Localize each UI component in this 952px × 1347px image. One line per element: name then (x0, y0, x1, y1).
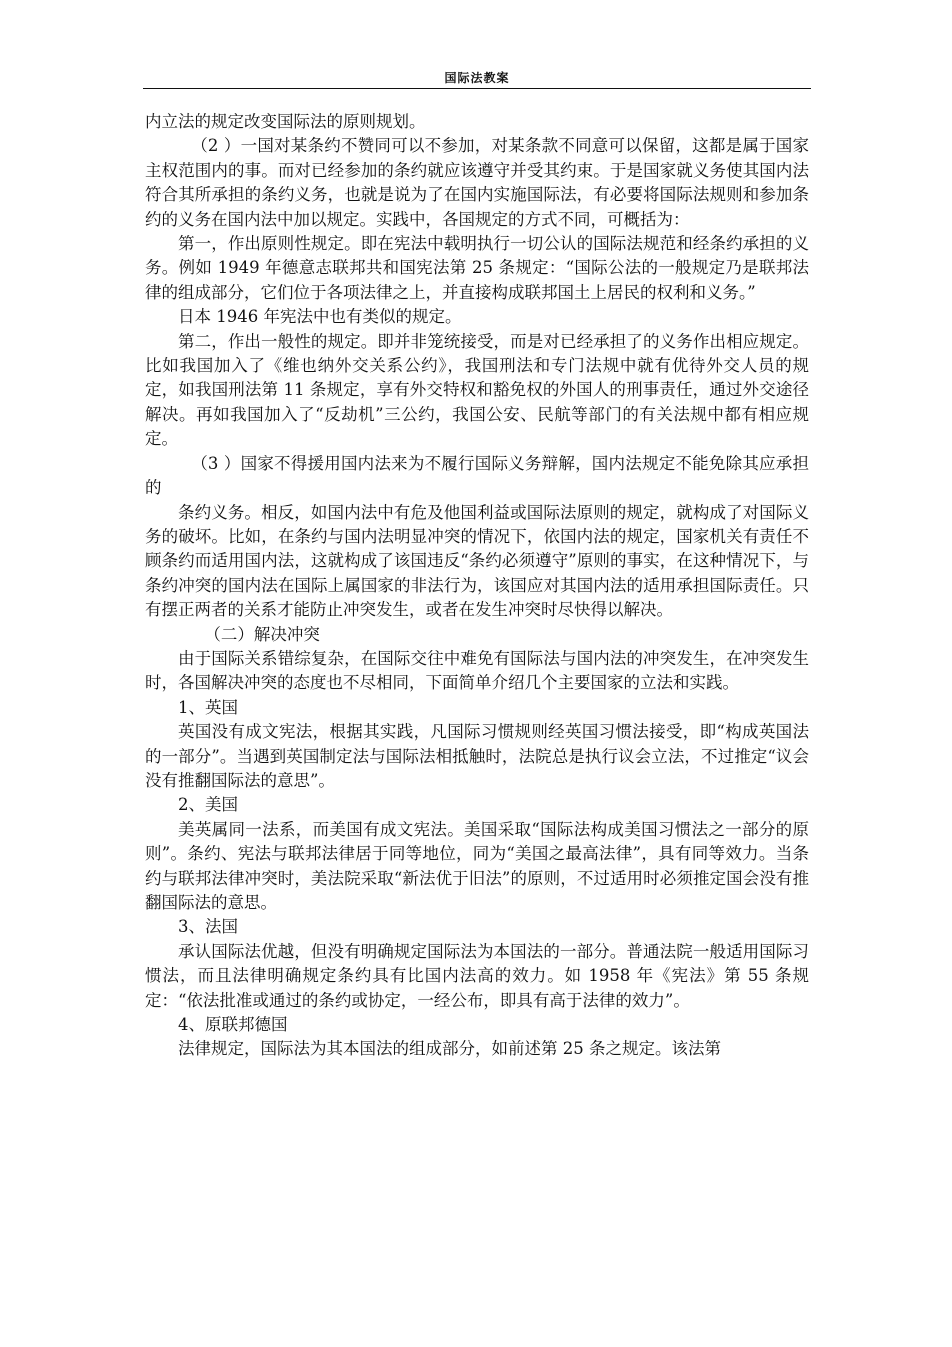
paragraph: 条约义务。相反，如国内法中有危及他国利益或国际法原则的规定，就构成了对国际义务的破坏。比如，在条约与国内法明显冲突的情况下，依国内法的规定，国家机关有责任不顾条约而适用国内法，这就构成了该国违反“条约必须遵守”原则的事实，在这种情况下，与条约冲突的国内法在国际上属国家的非法行为，该国应对其国内法的适用承担国际责任。只有摆正两者的关系才能防止冲突发生，或者在发生冲突时尽快得以解决。 (145, 502, 809, 620)
page-header-title: 国际法教案 (444, 71, 510, 85)
paragraph: 内立法的规定改变国际法的原则规划。 (145, 112, 426, 131)
subsection-heading: 2、美国 (178, 795, 238, 815)
section-heading: （二）解决冲突 (204, 624, 320, 644)
paragraph: （2 ）一国对某条约不赞同可以不参加，对某条款不同意可以保留，这都是属于国家主权范围内的事。而对已经参加的条约就应该遵守并受其约束。于是国家就义务使其国内法符合其所承担的条约义务，也就是说为了在国内实施国际法，有必要将国际法规则和参加条约的义务在国内法中加以规定。实践中，各国规定的方式不同，可概括为： (145, 136, 809, 229)
document-body (145, 110, 809, 1062)
paragraph: 第一，作出原则性规定。即在宪法中载明执行一切公认的国际法规范和经条约承担的义务。例如 1949 年德意志联邦共和国宪法第 25 条规定：“国际公法的一般规定乃是联邦法律的组成部分，它们位于各项法律之上，并直接构成联邦国土上居民的权利和义务。” (145, 234, 809, 302)
subsection-heading: 1、英国 (178, 697, 238, 717)
paragraph: 承认国际法优越，但没有明确规定国际法为本国法的一部分。普通法院一般适用国际习惯法，而且法律明确规定条约具有比国内法高的效力。如 1958 年《宪法》第 55 条规定：“依法批准或通过的条约或协定，一经公布，即具有高于法律的效力”。 (145, 941, 809, 1010)
subsection-heading: 4、原联邦德国 (178, 1015, 288, 1035)
paragraph: 由于国际关系错综复杂，在国际交往中难免有国际法与国内法的冲突发生，在冲突发生时，各国解决冲突的态度也不尽相同，下面简单介绍几个主要国家的立法和实践。 (145, 648, 809, 693)
paragraph: 第二，作出一般性的规定。即并非笼统接受，而是对已经承担了的义务作出相应规定。比如我国加入了《维也纳外交关系公约》，我国刑法和专门法规中就有优待外交人员的规定，如我国刑法第 11 条规定，享有外交特权和豁免权的外国人的刑事责任，通过外交途径解决。再如我国加入了“反劫机”三公约，我国公安、民航等部门的有关法规中都有相应规定。 (145, 331, 809, 449)
paragraph: 法律规定，国际法为其本国法的组成部分，如前述第 25 条之规定。该法第 (178, 1039, 721, 1059)
paragraph: （3 ）国家不得援用国内法来为不履行国际义务辩解，国内法规定不能免除其应承担的 (145, 453, 809, 498)
paragraph: 英国没有成文宪法，根据其实践，凡国际习惯规则经英国习惯法接受，即“构成英国法的一部分”。当遇到英国制定法与国际法相抵触时，法院总是执行议会立法，不过推定“议会没有推翻国际法的意思”。 (145, 722, 809, 790)
paragraph: 日本 1946 年宪法中也有类似的规定。 (178, 307, 462, 327)
subsection-heading: 3、法国 (178, 917, 238, 937)
header-divider (143, 88, 811, 89)
paragraph: 美英属同一法系，而美国有成文宪法。美国采取“国际法构成美国习惯法之一部分的原则”。条约、宪法与联邦法律居于同等地位，同为“美国之最高法律”，具有同等效力。当条约与联邦法律冲突时，美法院采取“新法优于旧法”的原则，不过适用时必须推定国会没有推翻国际法的意思。 (145, 819, 809, 912)
